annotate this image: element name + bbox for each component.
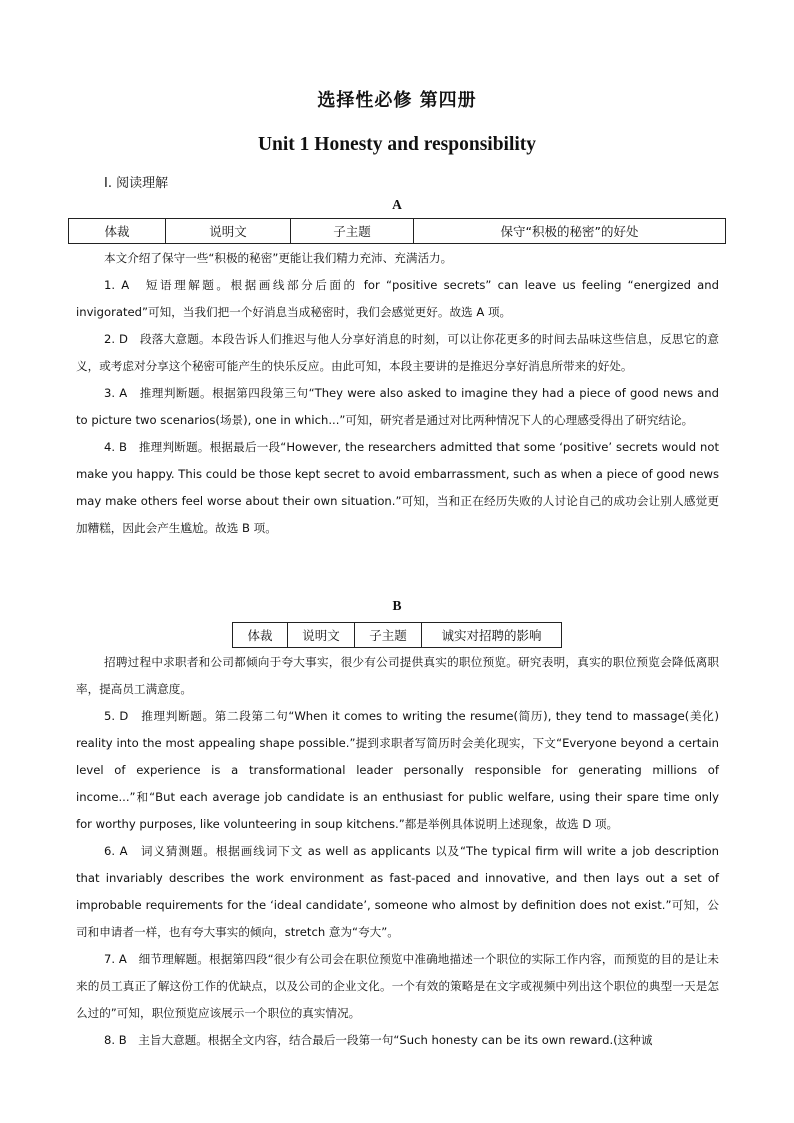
part-b-label: B xyxy=(392,598,402,613)
answer-6: 6. A 词义猜测题。根据画线词下文 as well as applicants 以及“The typical firm will write a job description that invariably describes the work environment as fast-paced and innovative, and then lays out a set of improbable requirements for the ‘ideal candidate’, someone who almost by definition does not exist.”可知，公司和申请者一样，也有夸大事实的倾向，stretch 意为“夸大”。 xyxy=(76,844,719,939)
answer-1: 1. A 短语理解题。根据画线部分后面的 for “positive secrets” can leave us feeling “energized and invigorated”可知，当我们把一个好消息当成秘密时，我们会感觉更好。故选 A 项。 xyxy=(76,278,719,319)
part-a-label: A xyxy=(392,197,402,212)
answer-3: 3. A 推理判断题。根据第四段第三句“They were also asked to imagine they had a piece of good news and to picture two scenarios(场景), one in which...”可知，研究者是通过对比两种情况下人的心理感受得出了研究结论。 xyxy=(76,386,719,427)
answer-7: 7. A 细节理解题。根据第四段“很少有公司会在职位预览中准确地描述一个职位的实际工作内容，而预览的目的是让未来的员工真正了解这份工作的优缺点，以及公司的企业文化。一个有效的策略是在文字或视频中列出这个职位的典型一天是怎么过的”可知，职位预览应该展示一个职位的真实情况。 xyxy=(76,952,719,1020)
book-title: 选择性必修 第四册 xyxy=(317,90,477,111)
part-b-body xyxy=(76,649,719,1054)
part-a-body xyxy=(76,245,719,542)
answer-4: 4. B 推理判断题。根据最后一段“However, the researchers admitted that some ‘positive’ secrets would not make you happy. This could be those kept secret to avoid embarrassment, such as when a piece of good news may make others feel worse about their own situation.”可知，当和正在经历失败的人讨论自己的成功会让别人感觉更加糟糕，因此会产生尴尬。故选 B 项。 xyxy=(76,440,719,535)
part-b-summary: 招聘过程中求职者和公司都倾向于夸大事实，很少有公司提供真实的职位预览。研究表明，真实的职位预览会降低离职率，提高员工满意度。 xyxy=(76,655,719,696)
part-a-summary: 本文介绍了保守一些“积极的秘密”更能让我们精力充沛、充满活力。 xyxy=(104,251,453,265)
table-cell-genre: 体裁 xyxy=(69,219,166,244)
answer-5: 5. D 推理判断题。第二段第二句“When it comes to writing the resume(简历), they tend to massage(美化) reality into the most appealing shape possible.”提到求职者写简历时会美化现实，下文“Everyone beyond a certain level of experience is a transformational leader personally responsible for generating millions of income...”和“But each average job candidate is an enthusiast for public welfare, using their spare time only for worthy purposes, like volunteering in soup kitchens.”都是举例具体说明上述现象，故选 D 项。 xyxy=(76,709,719,831)
table-cell-subtopic: 子主题 xyxy=(291,219,414,244)
table-cell-subtopic-value: 诚实对招聘的影响 xyxy=(422,623,562,648)
part-b-info-table xyxy=(232,622,562,648)
table-cell-genre: 体裁 xyxy=(233,623,288,648)
unit-title: Unit 1 Honesty and responsibility xyxy=(257,134,537,155)
section-heading: Ⅰ. 阅读理解 xyxy=(104,176,169,191)
table-cell-subtopic-value: 保守“积极的秘密”的好处 xyxy=(414,219,726,244)
table-cell-subtopic: 子主题 xyxy=(355,623,422,648)
part-a-info-table xyxy=(68,218,726,244)
answer-2: 2. D 段落大意题。本段告诉人们推迟与他人分享好消息的时刻，可以让你花更多的时间去品味这些信息，反思它的意义，或考虑对分享这个秘密可能产生的快乐反应。由此可知，本段主要讲的是推迟分享好消息所带来的好处。 xyxy=(76,332,719,373)
table-cell-genre-value: 说明文 xyxy=(166,219,291,244)
table-cell-genre-value: 说明文 xyxy=(288,623,355,648)
answer-8: 8. B 主旨大意题。根据全文内容，结合最后一段第一句“Such honesty can be its own reward.(这种诚 xyxy=(104,1033,653,1047)
